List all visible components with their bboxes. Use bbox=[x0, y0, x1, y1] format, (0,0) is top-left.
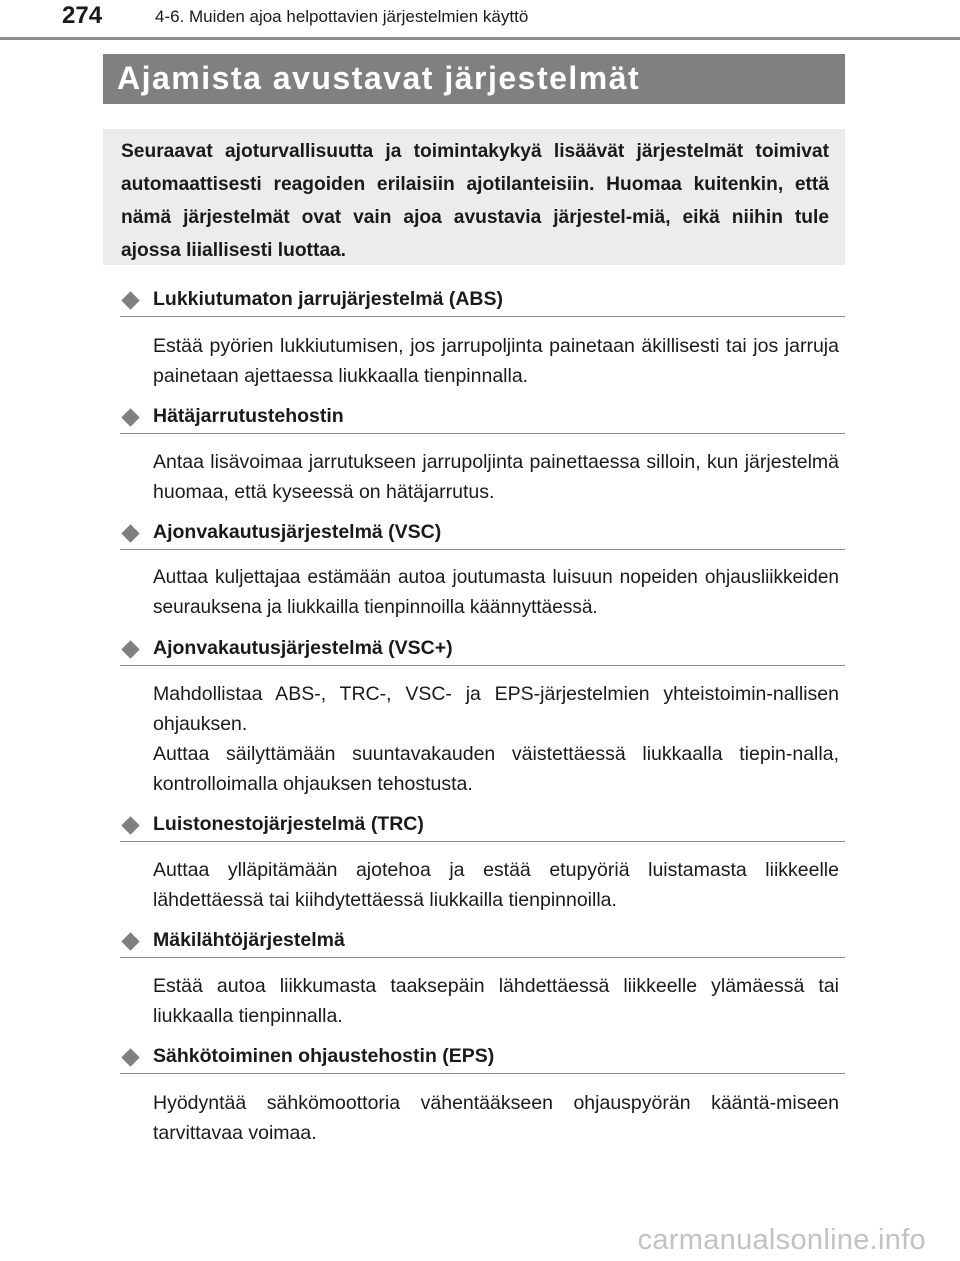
page-title: Ajamista avustavat järjestelmät bbox=[117, 60, 641, 96]
diamond-bullet-icon bbox=[121, 640, 139, 658]
section-title: Ajonvakautusjärjestelmä (VSC+) bbox=[153, 637, 453, 659]
section-body bbox=[153, 679, 839, 799]
section-heading bbox=[120, 405, 845, 434]
diamond-bullet-icon bbox=[121, 816, 139, 834]
section-title: Hätäjarrutustehostin bbox=[153, 405, 344, 427]
section-body bbox=[153, 563, 839, 623]
section-heading bbox=[120, 813, 845, 842]
section-paragraph: Auttaa kuljettajaa estämään autoa joutumasta luisuun nopeiden ohjausliikkeiden seurauksena ja liukkailla tienpinnoilla käännyttäessä. bbox=[153, 567, 839, 618]
section-body bbox=[153, 1088, 839, 1148]
diamond-bullet-icon bbox=[121, 932, 139, 950]
diamond-bullet-icon bbox=[121, 408, 139, 426]
diamond-bullet-icon bbox=[121, 524, 139, 542]
section-heading bbox=[120, 288, 845, 317]
section-title: Lukkiutumaton jarrujärjestelmä (ABS) bbox=[153, 288, 503, 310]
section-paragraph: Estää autoa liikkumasta taaksepäin lähdettäessä liikkeelle ylämäessä tai liukkaalla tienpinnalla. bbox=[153, 975, 839, 1027]
section-body bbox=[153, 971, 839, 1031]
section-body bbox=[153, 855, 839, 915]
section-body bbox=[153, 447, 839, 507]
intro-text: Seuraavat ajoturvallisuutta ja toimintakykyä lisäävät järjestelmät toimivat automaattisesti reagoiden erilaisiin ajotilanteisiin. Huomaa kuitenkin, että nämä järjestelmät ovat vain ajoa avustavia järjestel-miä, eikä niihin tule ajossa liiallisesti luottaa. bbox=[121, 141, 829, 261]
diamond-bullet-icon bbox=[121, 291, 139, 309]
section-title: Ajonvakautusjärjestelmä (VSC) bbox=[153, 521, 442, 543]
page-number: 274 bbox=[62, 2, 103, 29]
section-heading bbox=[120, 637, 845, 666]
section-title: Sähkötoiminen ohjaustehostin (EPS) bbox=[153, 1045, 495, 1067]
section-title: Luistonestojärjestelmä (TRC) bbox=[153, 813, 424, 835]
section-heading bbox=[120, 929, 845, 958]
section-heading bbox=[120, 521, 845, 550]
section-paragraph: Estää pyörien lukkiutumisen, jos jarrupoljinta painetaan äkillisesti tai jos jarruja painetaan ajettaessa liukkaalla tienpinnalla. bbox=[153, 335, 839, 387]
section-paragraph: Antaa lisävoimaa jarrutukseen jarrupoljinta painettaessa silloin, kun järjestelmä huomaa, että kyseessä on hätäjarrutus. bbox=[153, 451, 839, 503]
section-paragraph: Auttaa säilyttämään suuntavakauden väistettäessä liukkaalla tiepin-nalla, kontrolloimalla ohjauksen tehostusta. bbox=[153, 743, 839, 795]
section-paragraph: Mahdollistaa ABS-, TRC-, VSC- ja EPS-järjestelmien yhteistoimin-nallisen ohjauksen. bbox=[153, 683, 839, 735]
running-head: 4-6. Muiden ajoa helpottavien järjestelmien käyttö bbox=[155, 7, 529, 26]
section-paragraph: Hyödyntää sähkömoottoria vähentääkseen ohjauspyörän kääntä-miseen tarvittavaa voimaa. bbox=[153, 1092, 839, 1144]
section-body bbox=[153, 331, 839, 391]
section-title: Mäkilähtöjärjestelmä bbox=[153, 929, 345, 951]
section-paragraph: Auttaa ylläpitämään ajotehoa ja estää etupyöriä luistamasta liikkeelle lähdettäessä tai kiihdytettäessä liukkailla tienpinnoilla. bbox=[153, 859, 839, 911]
section-heading bbox=[120, 1045, 845, 1074]
diamond-bullet-icon bbox=[121, 1048, 139, 1066]
watermark: carmanualsonline.info bbox=[637, 1224, 926, 1256]
